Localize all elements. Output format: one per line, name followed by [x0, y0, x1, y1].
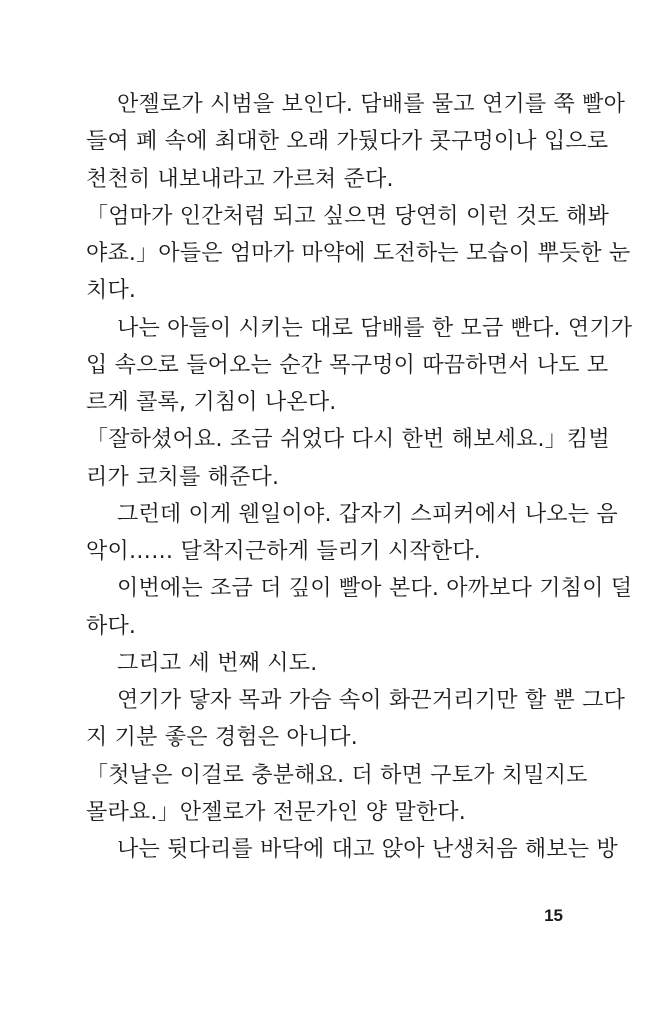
text-line: 르게 콜록, 기침이 나온다.	[86, 390, 337, 415]
text-line: 천천히 내보내라고 가르쳐 준다.	[86, 167, 394, 192]
page-number: 15	[544, 906, 563, 925]
text-line: 지 기분 좋은 경험은 아니다.	[86, 725, 358, 750]
text-line: 나는 뒷다리를 바닥에 대고 앉아 난생처음 해보는 방	[117, 837, 618, 862]
text-line: 「첫날은 이걸로 충분해요. 더 하면 구토가 치밀지도	[86, 763, 588, 788]
text-line: 연기가 닿자 목과 가슴 속이 화끈거리기만 할 뿐 그다	[117, 688, 626, 713]
text-line: 하다.	[86, 614, 137, 639]
text-line: 리가 코치를 해준다.	[86, 465, 280, 490]
text-line: 「잘하셨어요. 조금 쉬었다 다시 한번 해보세요.」킴벌	[86, 427, 610, 452]
text-line: 악이…… 달착지근하게 들리기 시작한다.	[86, 539, 481, 564]
text-line: 입 속으로 들어오는 순간 목구멍이 따끔하면서 나도 모	[86, 353, 609, 378]
text-line: 그런데 이게 웬일이야. 갑자기 스피커에서 나오는 음	[117, 502, 618, 527]
text-line: 몰라요.」안젤로가 전문가인 양 말한다.	[86, 800, 466, 825]
text-line: 나는 아들이 시키는 대로 담배를 한 모금 빤다. 연기가	[117, 316, 633, 341]
text-line: 「엄마가 인간처럼 되고 싶으면 당연히 이런 것도 해봐	[86, 204, 610, 229]
text-line: 야죠.」아들은 엄마가 마약에 도전하는 모습이 뿌듯한 눈	[86, 241, 631, 266]
text-line: 그리고 세 번째 시도.	[117, 651, 318, 676]
text-line: 치다.	[86, 278, 137, 303]
text-line: 들여 폐 속에 최대한 오래 가뒀다가 콧구멍이나 입으로	[86, 129, 609, 154]
text-line: 이번에는 조금 더 깊이 빨아 본다. 아까보다 기침이 덜	[117, 576, 633, 601]
text-line: 안젤로가 시범을 보인다. 담배를 물고 연기를 쭉 빨아	[117, 92, 626, 117]
